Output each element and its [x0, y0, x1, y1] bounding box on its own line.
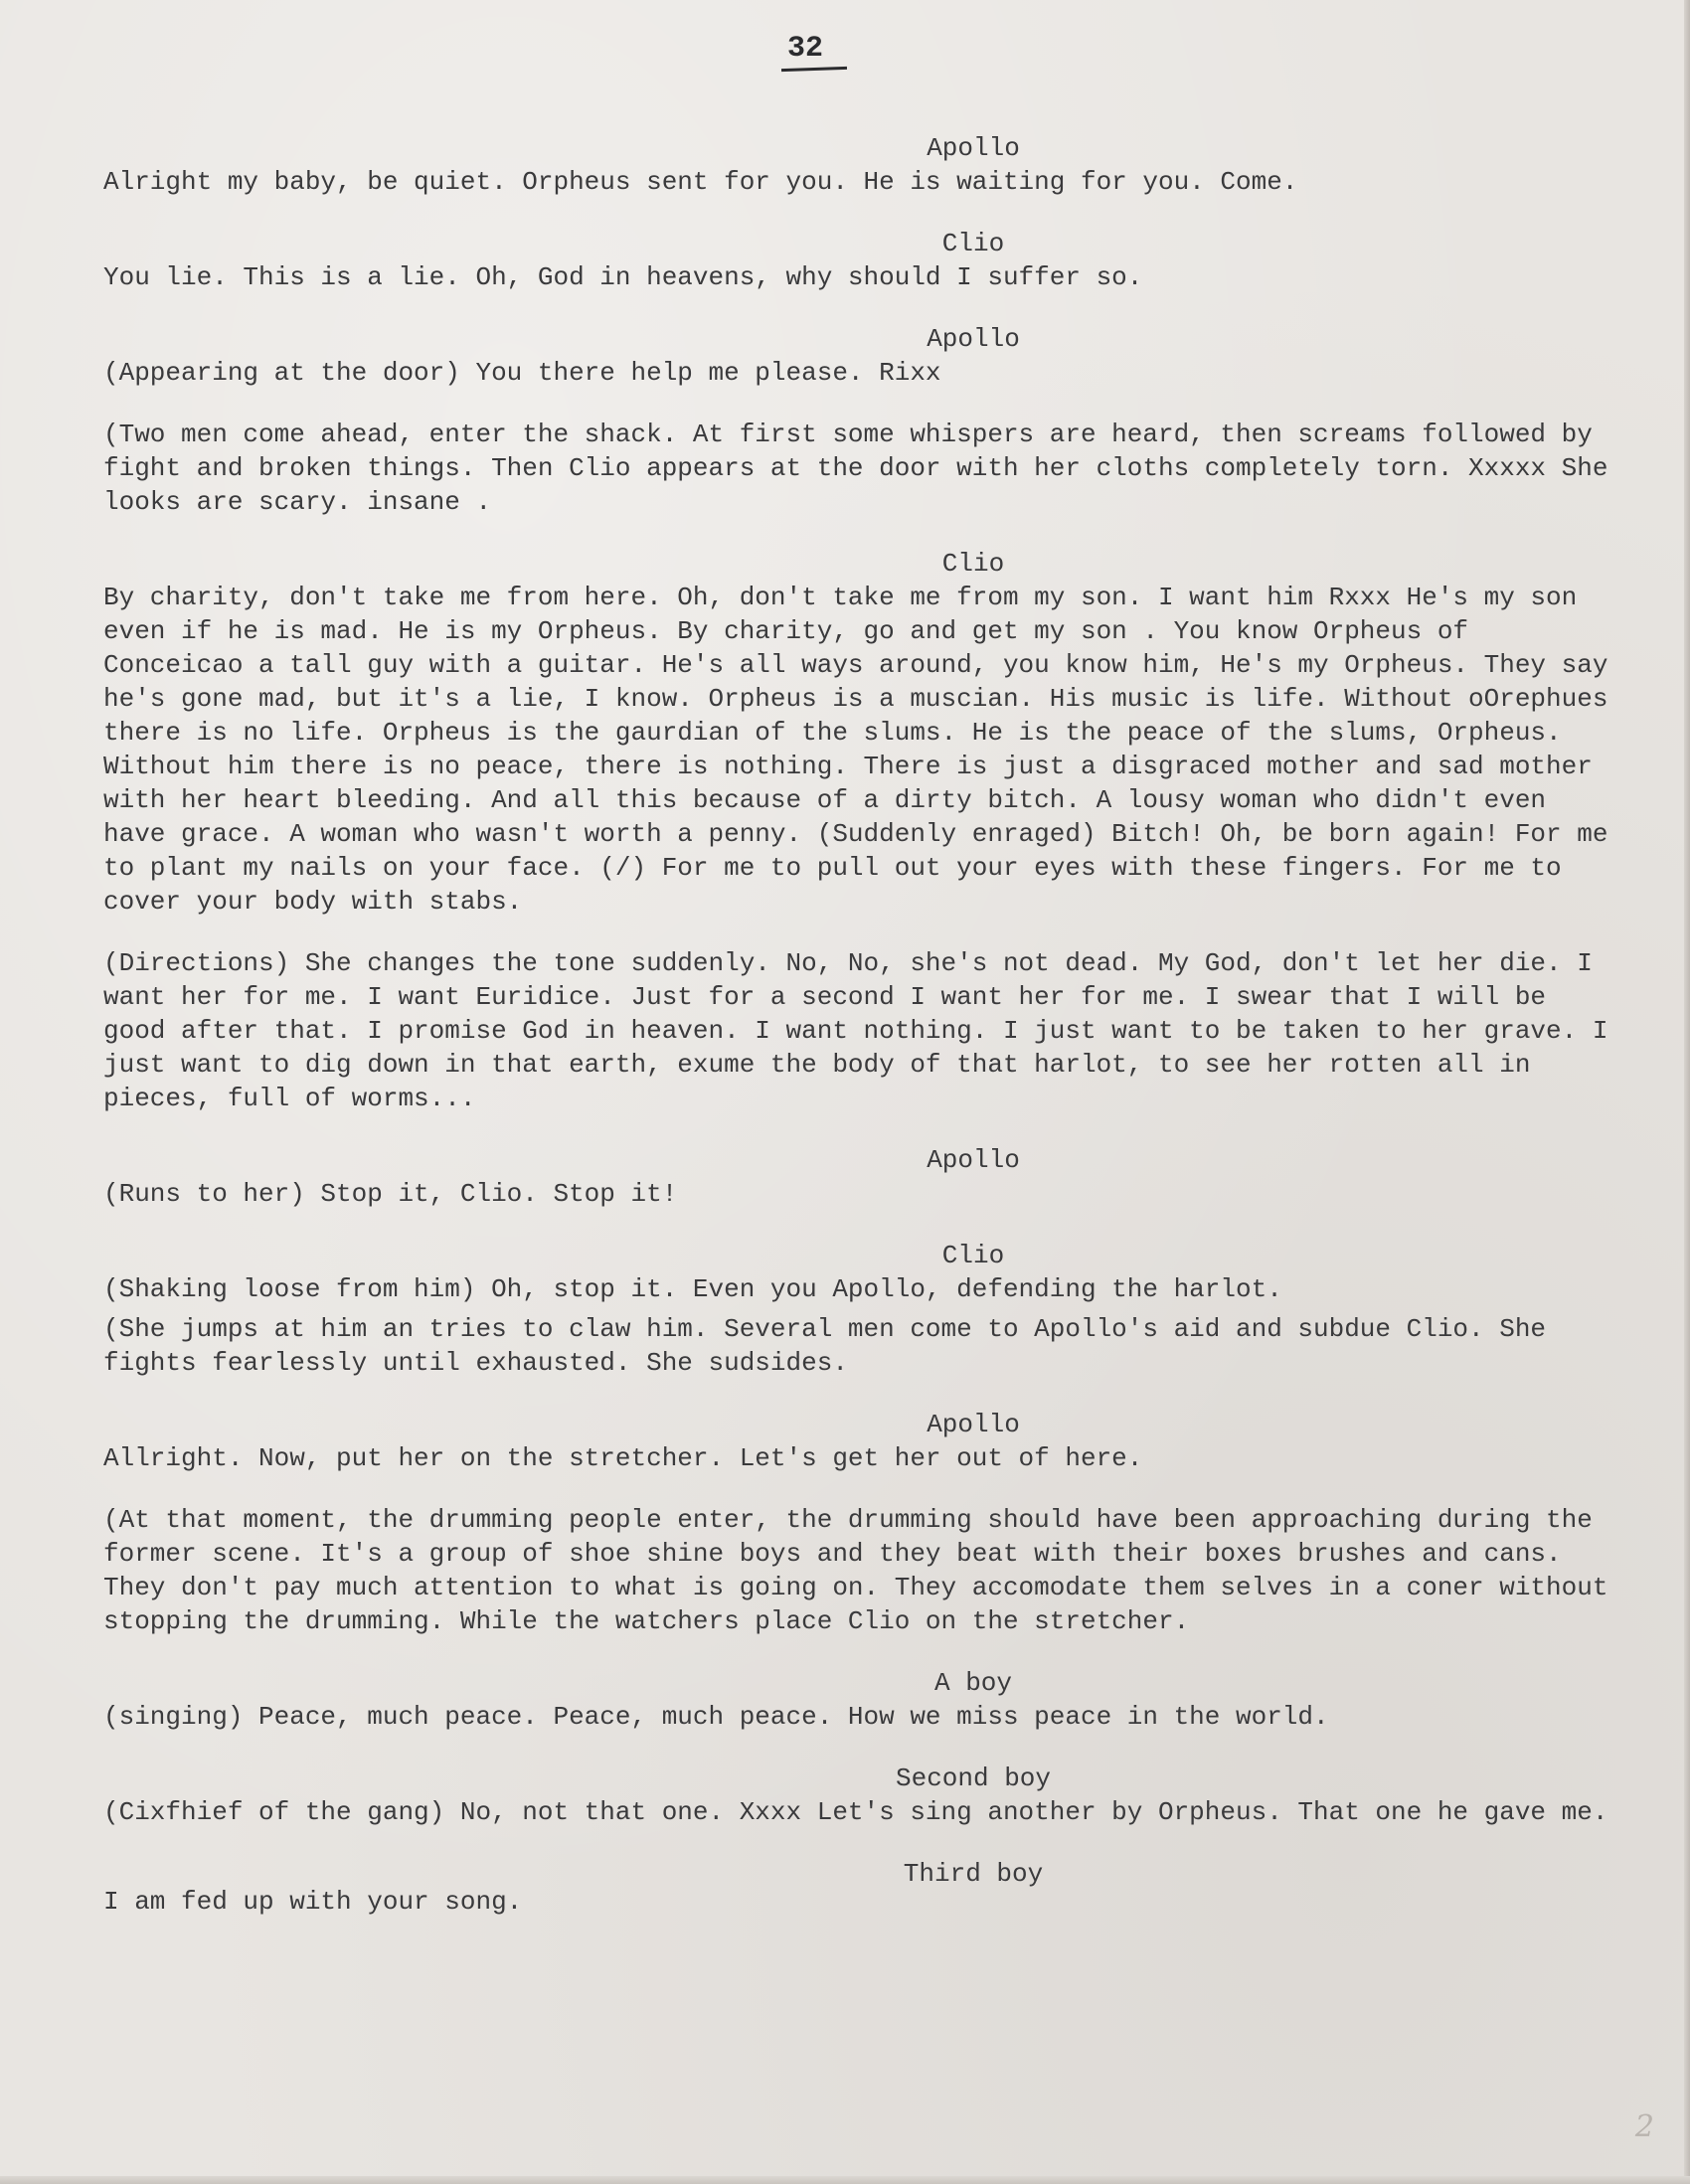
dialogue-paragraph: (Cixfhief of the gang) No, not that one. Xxxx Let's sing another by Orpheus. That one he gave me.: [103, 1797, 1608, 1827]
speaker-second-boy: Second boy: [895, 1764, 1052, 1793]
pencil-corner-mark: 2: [1634, 2109, 1654, 2144]
speaker-a-boy: A boy: [933, 1668, 1012, 1698]
dialogue-line: I am fed up with your song.: [103, 1887, 523, 1917]
speaker-clio: Clio: [941, 1241, 1005, 1270]
stage-direction: (Directions) She changes the tone suddenly. No, No, she's not dead. My God, don't let her die. I want her for me. I want Euridice. Just for a second I want her for me. I swear that I will be good after that. I promise God in heaven. I want nothing. I just want to be taken to her grave. I just want to dig down in that earth, exume the body of that harlot, to see her rotten all in pieces, full of worms...: [103, 948, 1608, 1113]
dialogue-paragraph: By charity, don't take me from here. Oh, don't take me from my son. I want him Rxxx He's my son even if he is mad. He is my Orpheus. By charity, go and get my son . You know Orpheus of Conceicao a tall guy with a guitar. He's all ways around, you know him, He's my Orpheus. They say he's gone mad, but it's a lie, I know. Orpheus is a muscian. His music is life. Without oOrephues there is no life. Orpheus is the gaurdian of the slums. He is the peace of the slums, Orpheus. Without him there is no peace, there is nothing. There is just a disgraced mother and sad mother with her heart bleeding. And all this because of a dirty bitch. A lousy woman who didn't even have grace. A woman who wasn't worth a penny. (Suddenly enraged) Bitch! Oh, be born again! For me to plant my nails on your face. (/) For me to pull out your eyes with these fingers. For me to cover your body with stabs.: [103, 583, 1608, 917]
dialogue-line: (Shaking loose from him) Oh, stop it. Even you Apollo, defending the harlot.: [103, 1274, 1282, 1304]
stage-direction: (She jumps at him an tries to claw him. Several men come to Apollo's aid and subdue Clio. She fights fearlessly until exhausted. She sudsides.: [103, 1314, 1547, 1378]
paper-edge-right: [1684, 0, 1690, 2184]
speaker-apollo: Apollo: [927, 324, 1020, 354]
dialogue-line: (Appearing at the door) You there help me please. Rixx: [103, 358, 941, 388]
final-exchange: [103, 1857, 1614, 1917]
dialogue-line: (Runs to her) Stop it, Clio. Stop it!: [103, 1179, 678, 1209]
speaker-clio: Clio: [941, 229, 1005, 258]
page-number-underline: [781, 67, 847, 72]
speaker-apollo: Apollo: [927, 133, 1020, 163]
dialogue-line: You lie. This is a lie. Oh, God in heavens, why should I suffer so.: [103, 262, 1143, 292]
script-body: [103, 131, 1614, 1917]
page-number: 32: [787, 32, 824, 66]
speaker-clio: Clio: [941, 549, 1005, 579]
stage-direction: (At that moment, the drumming people enter, the drumming should have been approaching during the former scene. It's a group of shoe shine boys and they beat with their boxes brushes and cans. They don't pay much attention to what is going on. They accomodate them selves in a coner without stopping the drumming. While the watchers place Clio on the stretcher.: [103, 1505, 1608, 1636]
speaker-apollo: Apollo: [927, 1145, 1020, 1175]
speaker-apollo: Apollo: [927, 1410, 1020, 1439]
paper-edge-bottom: [0, 2176, 1690, 2184]
speaker-third-boy: Third boy: [903, 1859, 1044, 1889]
stage-direction: (Two men come ahead, enter the shack. At first some whispers are heard, then screams followed by fight and broken things. Then Clio appears at the door with her cloths completely torn. Xxxxx She looks are scary. insane .: [103, 420, 1608, 517]
dialogue-line: Allright. Now, put her on the stretcher. Let's get her out of here.: [103, 1443, 1143, 1473]
dialogue-line: Alright my baby, be quiet. Orpheus sent for you. He is waiting for you. Come.: [103, 167, 1298, 197]
dialogue-line: (singing) Peace, much peace. Peace, much peace. How we miss peace in the world.: [103, 1702, 1329, 1732]
